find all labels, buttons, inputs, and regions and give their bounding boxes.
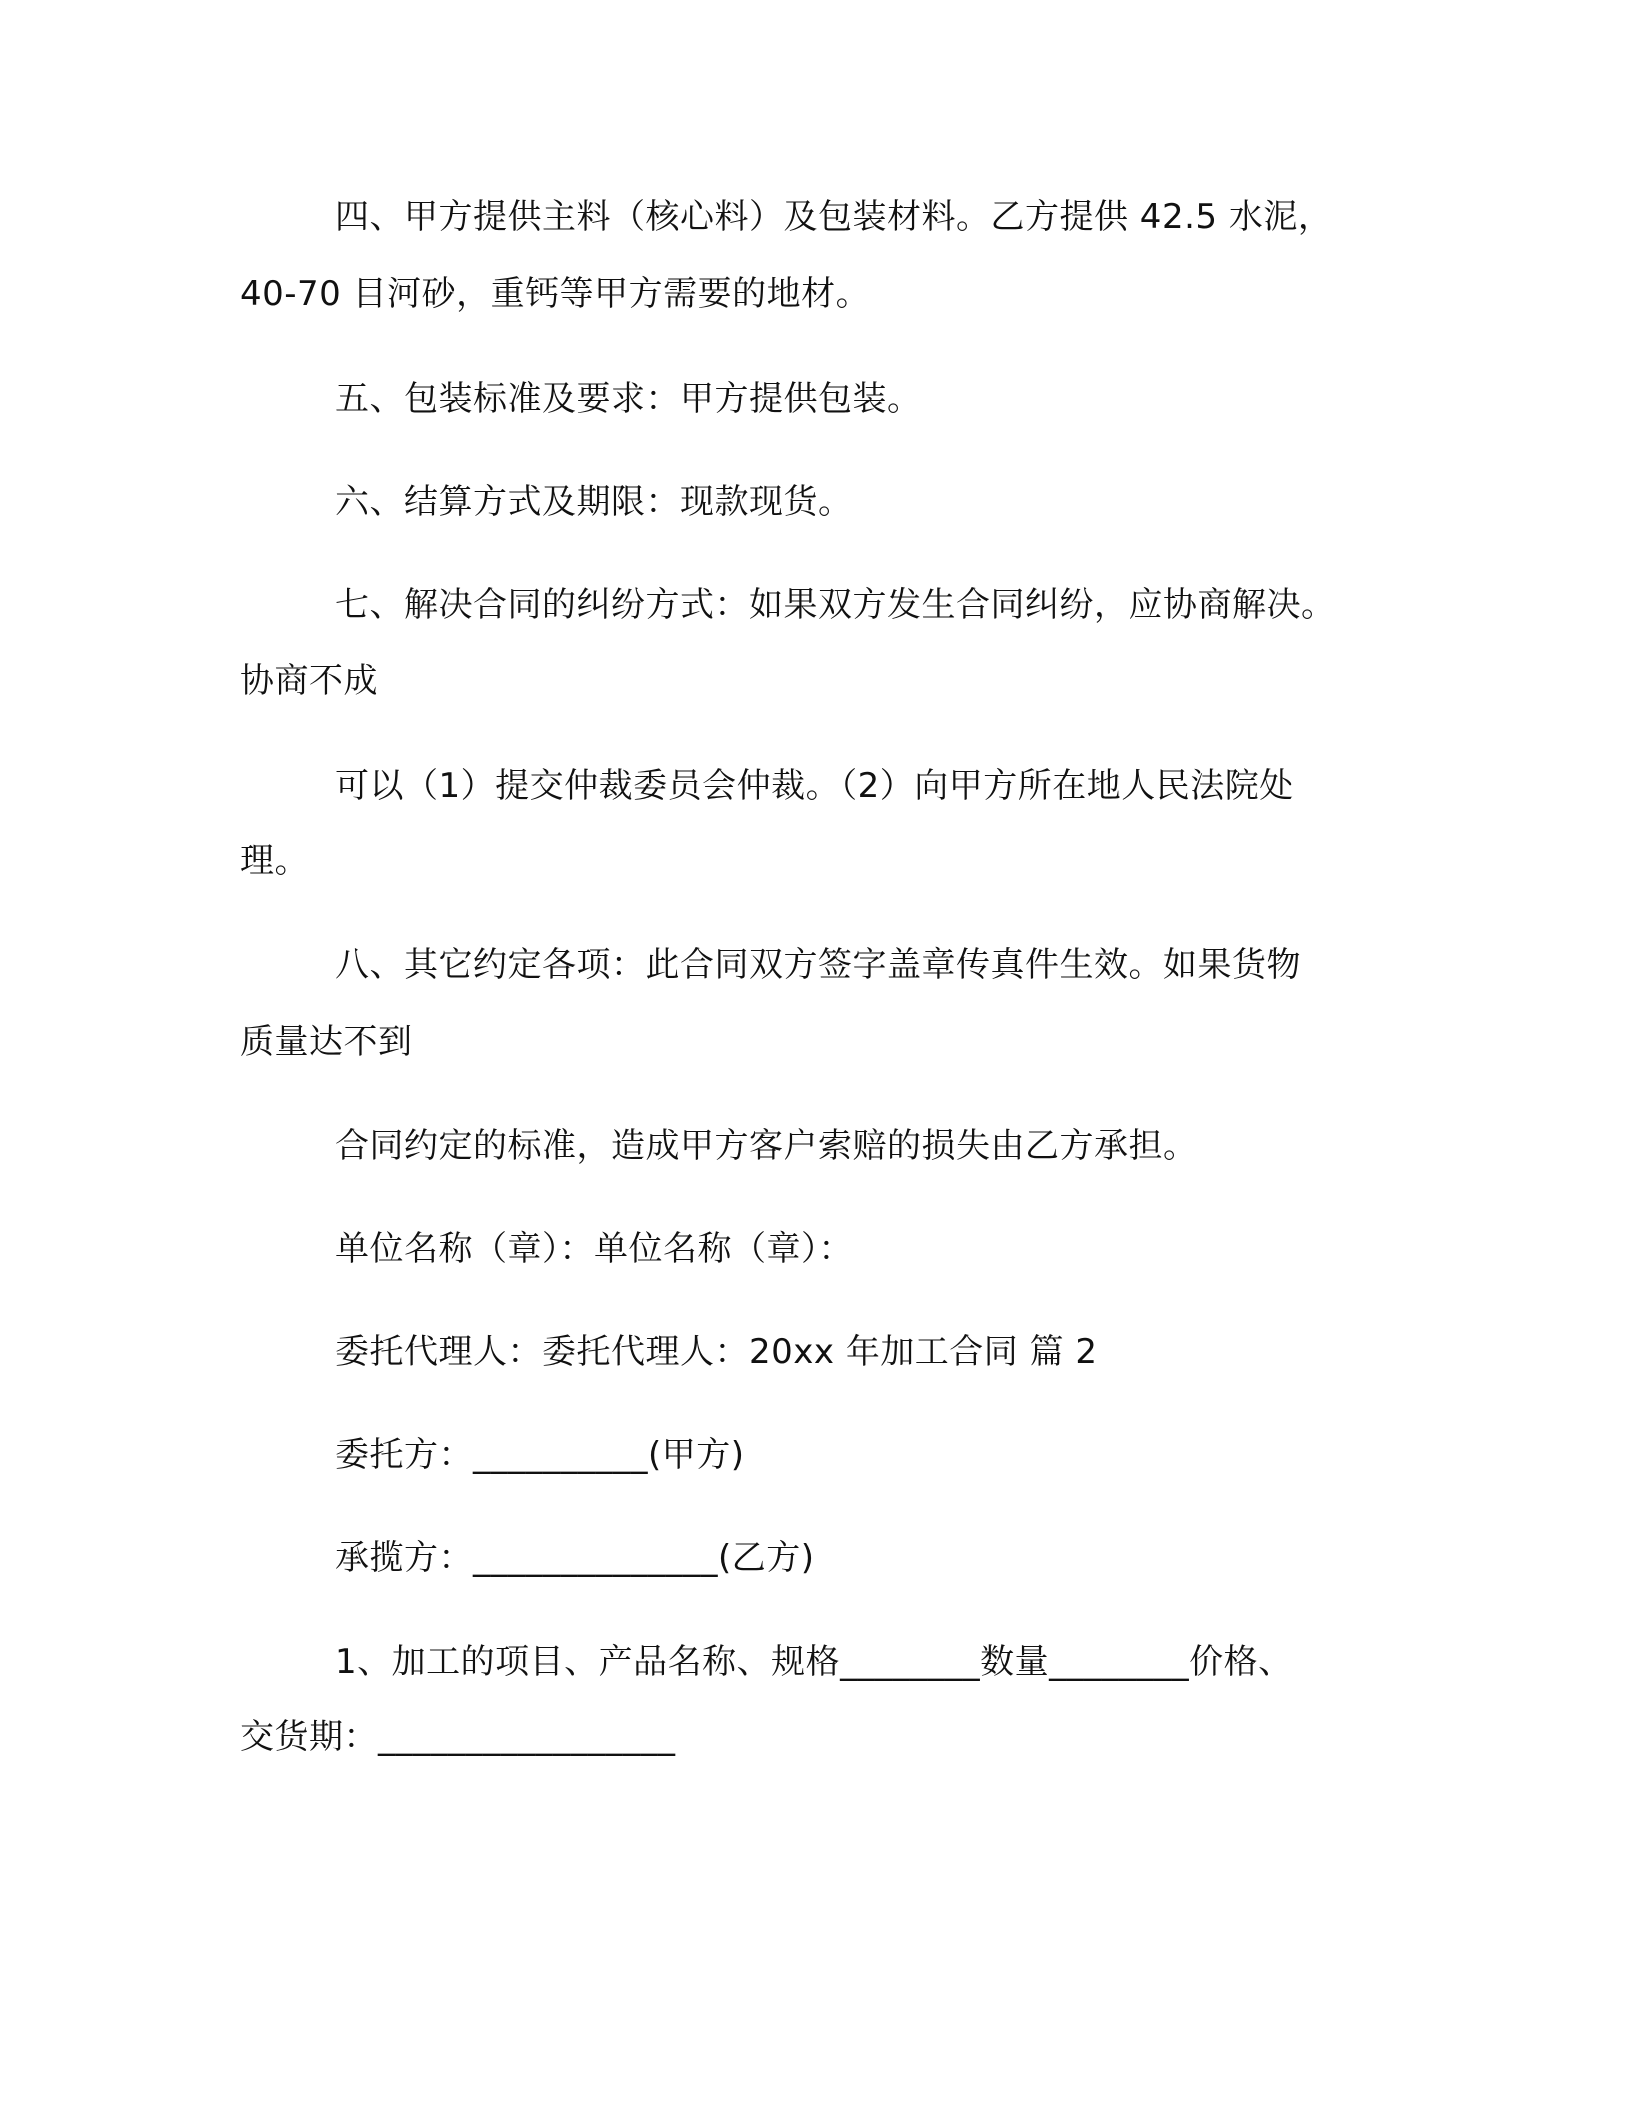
clause-4-line-2: 40-70 目河砂，重钙等甲方需要的地材。 (240, 274, 871, 314)
contractor-party-field: 承揽方：______________(乙方) (335, 1538, 815, 1578)
clause-4-line-1: 四、甲方提供主料（核心料）及包装材料。乙方提供 42.5 水泥， (335, 197, 1333, 237)
clause-7-line-2: 协商不成 (240, 661, 378, 701)
clause-7-line-1: 七、解决合同的纠纷方式：如果双方发生合同纠纷，应协商解决。 (335, 585, 1336, 625)
signature-agents-and-heading: 委托代理人：委托代理人：20xx 年加工合同 篇 2 (335, 1332, 1098, 1372)
clause-8-line-3: 合同约定的标准，造成甲方客户索赔的损失由乙方承担。 (335, 1126, 1198, 1166)
clause-5: 五、包装标准及要求：甲方提供包装。 (335, 379, 922, 419)
clause-8-line-2: 质量达不到 (240, 1022, 413, 1062)
clause-8-line-1: 八、其它约定各项：此合同双方签字盖章传真件生效。如果货物 (335, 945, 1301, 985)
clause-6: 六、结算方式及期限：现款现货。 (335, 482, 853, 522)
entrusting-party-field: 委托方：__________(甲方) (335, 1435, 745, 1475)
item-1-line-1: 1、加工的项目、产品名称、规格________数量________价格、 (335, 1642, 1293, 1682)
signature-unit-names: 单位名称（章）：单位名称（章）： (335, 1229, 853, 1269)
clause-7-line-3: 可以（1）提交仲裁委员会仲裁。（2）向甲方所在地人民法院处 (335, 766, 1294, 806)
clause-7-line-4: 理。 (240, 841, 309, 881)
item-1-line-2: 交货期：_________________ (240, 1717, 676, 1757)
